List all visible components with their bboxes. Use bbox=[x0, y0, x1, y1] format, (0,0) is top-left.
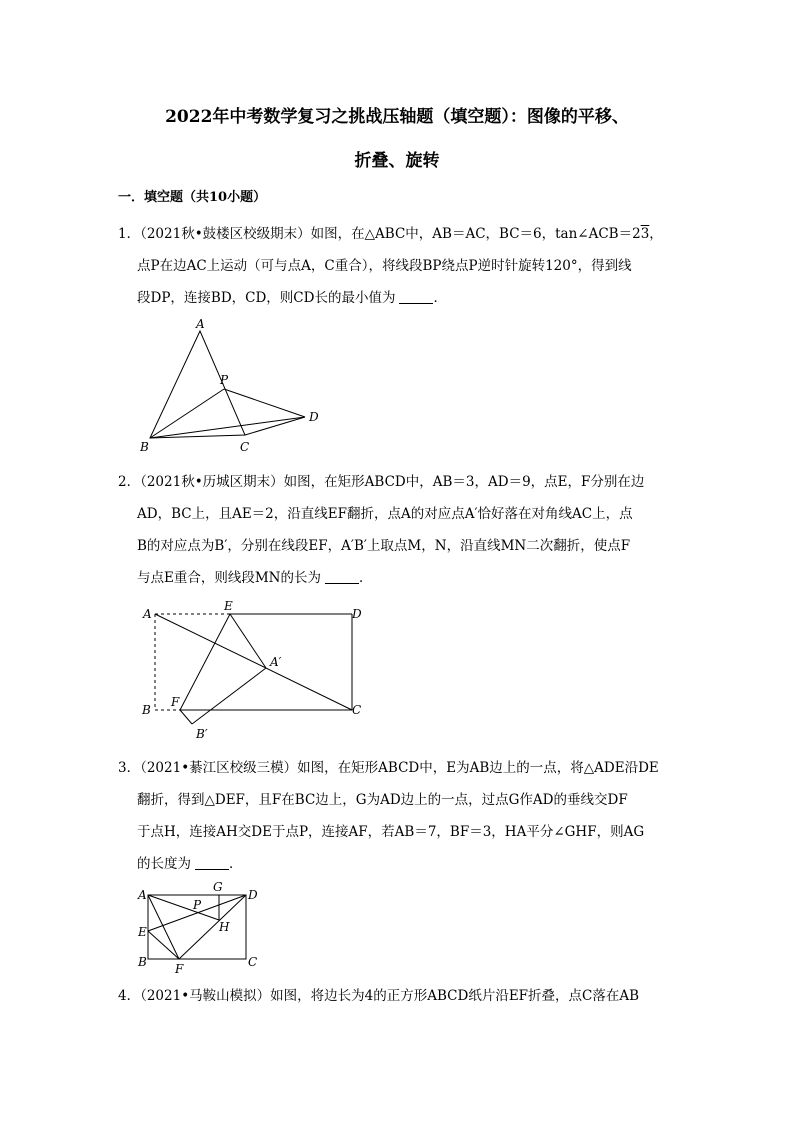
q3-line2: 翻折，得到△DEF，且F在BC边上，G为AD边上的一点，过点G作AD的垂线交DF bbox=[137, 792, 628, 808]
answer-blank-2 bbox=[325, 569, 359, 584]
question-1: 1．（2021秋•鼓楼区校级期末）如图，在△ABC中，AB＝AC，BC＝6，tan∠ACB＝23， 点P在边AC上运动（可与点A，C重合），将线段BP绕点P逆时针旋转120°，得到线 段DP，连接BD，CD，则CD长的最小值为 ． bbox=[118, 218, 678, 314]
q2-line1: 2．（2021秋•历城区期末）如图，在矩形ABCD中，AB＝3，AD＝9，点E，F分别在边 bbox=[118, 474, 645, 490]
triangle-abc bbox=[150, 331, 245, 438]
label-f: F bbox=[171, 695, 180, 709]
label-f: F bbox=[175, 962, 184, 976]
page-title-line2: 折叠、旋转 bbox=[354, 151, 440, 171]
label-b: B bbox=[138, 955, 147, 969]
label-b: B bbox=[140, 440, 149, 454]
label-a: A bbox=[138, 888, 147, 902]
label-b-prime: B′ bbox=[196, 727, 208, 741]
segment-bd bbox=[150, 417, 305, 438]
q2-line2: AD，BC上，且AE＝2，沿直线EF翻折，点A的对应点A′恰好落在对角线AC上，点 bbox=[137, 506, 633, 522]
q3-line1: 3．（2021•綦江区校级三模）如图，在矩形ABCD中，E为AB边上的一点，将△ADE沿DE bbox=[118, 760, 659, 776]
label-c: C bbox=[248, 955, 258, 969]
question-4 bbox=[118, 980, 678, 1012]
q4-line1: 4．（2021•马鞍山模拟）如图，将边长为4的正方形ABCD纸片沿EF折叠，点C落在AB bbox=[118, 988, 640, 1004]
q3-figure bbox=[135, 880, 275, 975]
q1-figure bbox=[140, 318, 340, 458]
label-p: P bbox=[193, 898, 202, 912]
q1-line2: 点P在边AC上运动（可与点A，C重合），将线段BP绕点P逆时针旋转120°，得到线 bbox=[137, 258, 632, 274]
label-b: B bbox=[142, 703, 151, 717]
label-p: P bbox=[220, 373, 229, 387]
segment-fb2 bbox=[180, 710, 192, 724]
answer-blank-1 bbox=[399, 289, 433, 304]
segment-a2b2 bbox=[192, 668, 266, 724]
label-e: E bbox=[224, 599, 233, 613]
sqrt-3: 3 bbox=[640, 226, 650, 242]
q2-figure bbox=[140, 600, 380, 745]
q2-line3: B的对应点为B′，分别在线段EF，A′B′上取点M，N，沿直线MN二次翻折，使点F bbox=[137, 538, 631, 554]
q3-line4: 的长度为 bbox=[137, 856, 191, 872]
q2-line4: 与点E重合，则线段MN的长为 bbox=[137, 570, 321, 586]
q1-line3: 段DP，连接BD，CD，则CD长的最小值为 bbox=[137, 290, 396, 306]
label-h: H bbox=[219, 920, 230, 934]
page-title-line1: 2022年中考数学复习之挑战压轴题（填空题）：图像的平移、 bbox=[165, 107, 629, 127]
label-d: D bbox=[248, 888, 258, 902]
label-g: G bbox=[213, 880, 223, 894]
segment-ef bbox=[148, 931, 179, 959]
question-2: 2．（2021秋•历城区期末）如图，在矩形ABCD中，AB＝3，AD＝9，点E，F分别在边 AD，BC上，且AE＝2，沿直线EF翻折，点A的对应点A′恰好落在对角线AC上，点 B的对应点为B′，分别在线段EF，A′B′上取点M，N，沿直线MN二次翻折，使点F 与点E重合，则线段MN的长为 ． bbox=[118, 466, 678, 594]
label-e: E bbox=[138, 925, 147, 939]
label-a: A bbox=[196, 317, 205, 331]
diagonal-ac bbox=[155, 614, 352, 710]
segment-pd bbox=[224, 389, 305, 417]
section-heading: 一．填空题（共10小题） bbox=[118, 190, 267, 205]
question-3: 3．（2021•綦江区校级三模）如图，在矩形ABCD中，E为AB边上的一点，将△ADE沿DE 翻折，得到△DEF，且F在BC边上，G为AD边上的一点，过点G作AD的垂线交DF 于点H，连接AH交DE于点P，连接AF，若AB＝7，BF＝3，HA平分∠GHF，则AG 的长度为 ． bbox=[118, 752, 678, 880]
q3-line3: 于点H，连接AH交DE于点P，连接AF，若AB＝7，BF＝3，HA平分∠GHF，则AG bbox=[137, 824, 645, 840]
segment-ea2 bbox=[230, 614, 266, 668]
label-d: D bbox=[352, 607, 362, 621]
segment-fd bbox=[179, 895, 246, 959]
answer-blank-3 bbox=[195, 855, 229, 870]
label-d: D bbox=[309, 410, 319, 424]
label-c: C bbox=[352, 703, 362, 717]
fold-line-ef bbox=[180, 614, 230, 710]
label-a: A bbox=[143, 607, 152, 621]
label-a-prime: A′ bbox=[270, 655, 282, 669]
segment-cd bbox=[245, 417, 305, 435]
q1-line1: 1．（2021秋•鼓楼区校级期末）如图，在△ABC中，AB＝AC，BC＝6，tan∠ACB＝2 bbox=[118, 226, 641, 242]
label-c: C bbox=[240, 440, 250, 454]
